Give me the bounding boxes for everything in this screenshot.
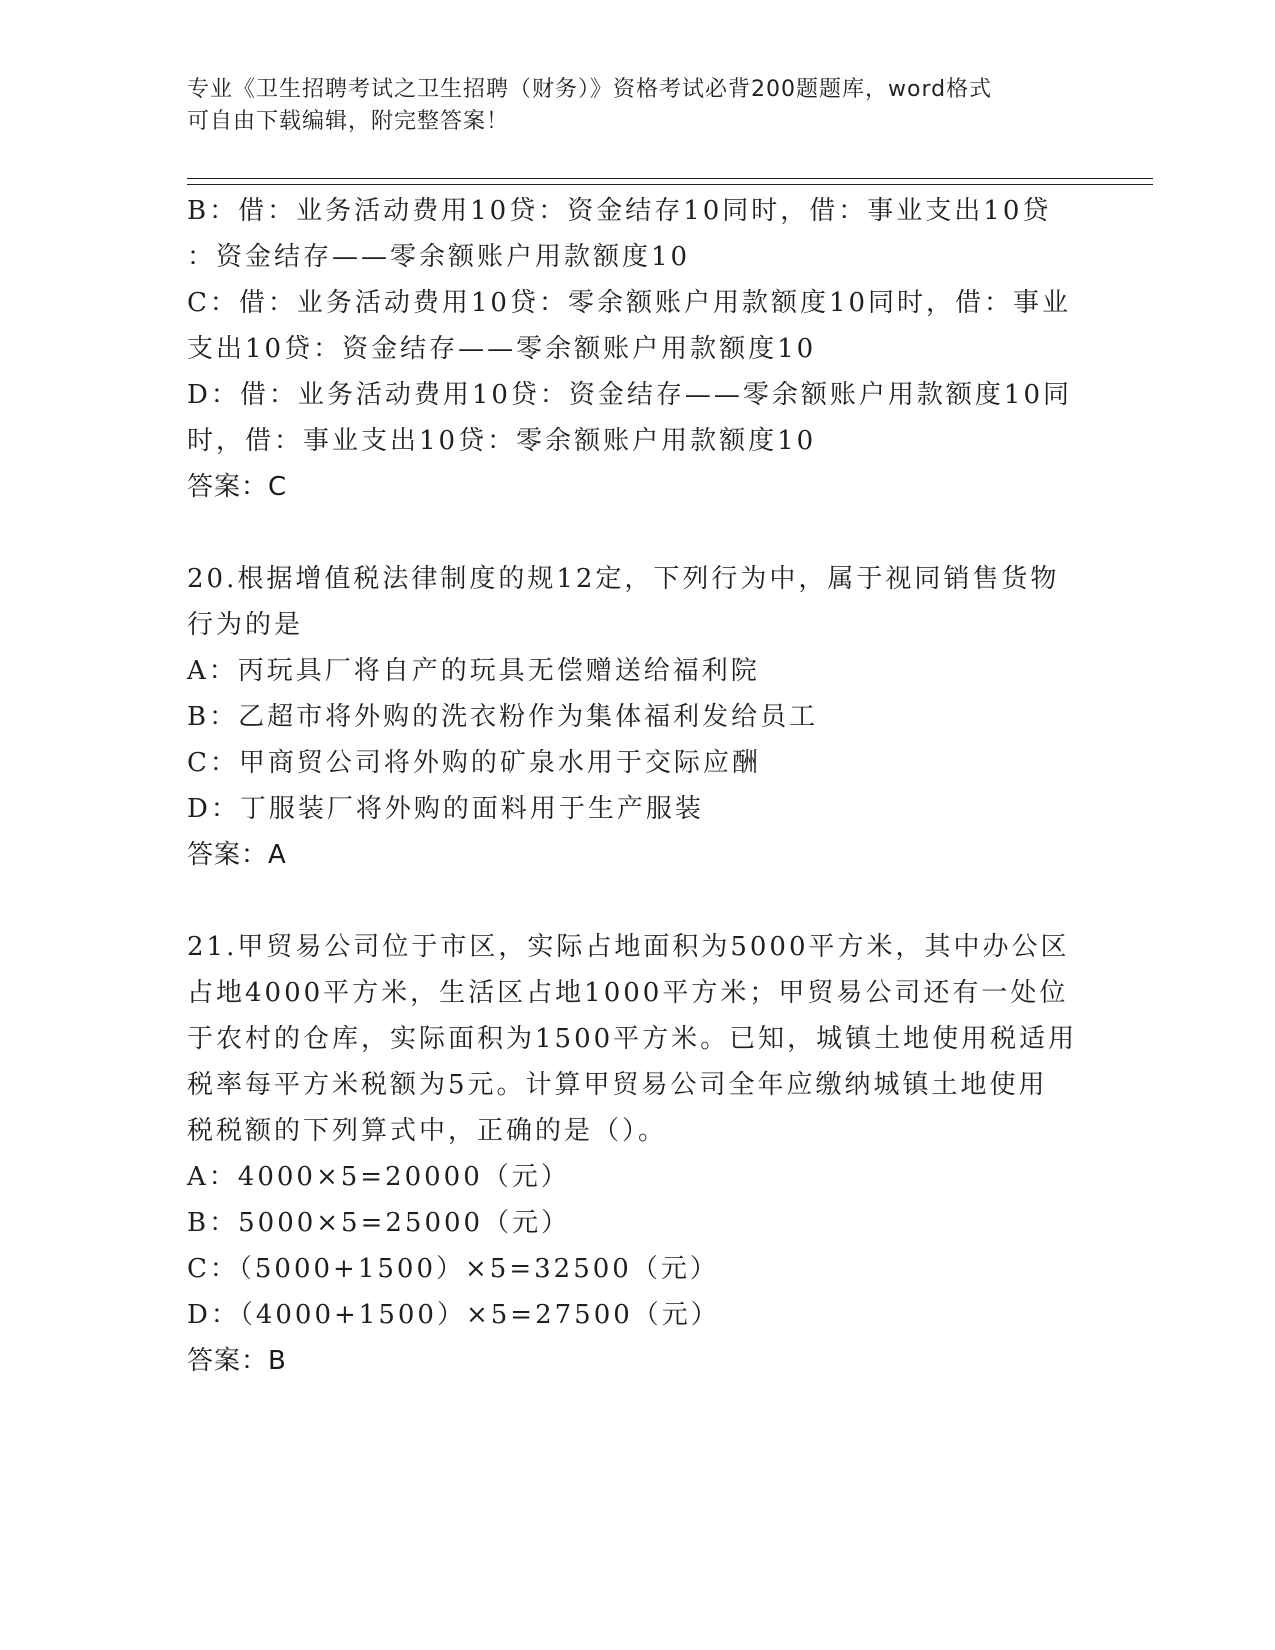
question-19 bbox=[187, 188, 1087, 510]
header-divider-bottom bbox=[187, 184, 1153, 185]
q21-stem-line-1: 21.甲贸易公司位于市区，实际占地面积为5000平方米，其中办公区 bbox=[187, 932, 1070, 962]
q20-option-c: C：甲商贸公司将外购的矿泉水用于交际应酬 bbox=[187, 748, 761, 778]
q21-option-c: C：（5000+1500）×5=32500（元） bbox=[187, 1254, 719, 1284]
q21-stem-line-3: 于农村的仓库，实际面积为1500平方米。已知，城镇土地使用税适用 bbox=[187, 1024, 1078, 1054]
q19-option-c-line-2: 支出10贷：资金结存——零余额账户用款额度10 bbox=[187, 334, 817, 364]
document-header bbox=[187, 74, 1087, 138]
header-title-line-2: 可自由下载编辑，附完整答案！ bbox=[187, 109, 510, 134]
q21-stem-line-2: 占地4000平方米，生活区占地1000平方米；甲贸易公司还有一处位 bbox=[187, 978, 1069, 1008]
q21-option-b: B：5000×5=25000（元） bbox=[187, 1208, 571, 1238]
q19-option-d-line-2: 时，借：事业支出10贷：零余额账户用款额度10 bbox=[187, 426, 817, 456]
section-gap bbox=[187, 878, 1087, 924]
q19-option-d-line-1: D：借：业务活动费用10贷：资金结存——零余额账户用款额度10同 bbox=[187, 380, 1073, 410]
q20-answer: 答案：A bbox=[187, 840, 287, 870]
q20-option-b: B：乙超市将外购的洗衣粉作为集体福利发给员工 bbox=[187, 702, 819, 732]
q19-option-b-line-1: B：借：业务活动费用10贷：资金结存10同时，借：事业支出10贷 bbox=[187, 196, 1052, 226]
q20-option-d: D：丁服装厂将外购的面料用于生产服装 bbox=[187, 794, 704, 824]
question-20 bbox=[187, 556, 1087, 878]
q20-option-a: A：丙玩具厂将自产的玩具无偿赠送给福利院 bbox=[187, 656, 760, 686]
document-body bbox=[187, 188, 1087, 1384]
q21-stem-line-4: 税率每平方米税额为5元。计算甲贸易公司全年应缴纳城镇土地使用 bbox=[187, 1070, 1048, 1100]
q20-stem-line-1: 20.根据增值税法律制度的规12定，下列行为中，属于视同销售货物 bbox=[187, 564, 1060, 594]
header-divider-top bbox=[187, 178, 1153, 179]
section-gap bbox=[187, 510, 1087, 556]
header-title-line-1: 专业《卫生招聘考试之卫生招聘（财务）》资格考试必背200题题库，word格式 bbox=[187, 77, 993, 102]
q19-option-b-line-2: ：资金结存——零余额账户用款额度10 bbox=[187, 242, 691, 272]
q20-stem-line-2: 行为的是 bbox=[187, 610, 304, 640]
q21-stem-line-5: 税税额的下列算式中，正确的是（）。 bbox=[187, 1116, 668, 1146]
q19-option-c-line-1: C：借：业务活动费用10贷：零余额账户用款额度10同时，借：事业 bbox=[187, 288, 1072, 318]
q21-answer: 答案：B bbox=[187, 1346, 287, 1376]
q19-answer: 答案：C bbox=[187, 472, 288, 502]
question-21 bbox=[187, 924, 1087, 1384]
q21-option-d: D：（4000+1500）×5=27500（元） bbox=[187, 1300, 720, 1330]
q21-option-a: A：4000×5=20000（元） bbox=[187, 1162, 570, 1192]
